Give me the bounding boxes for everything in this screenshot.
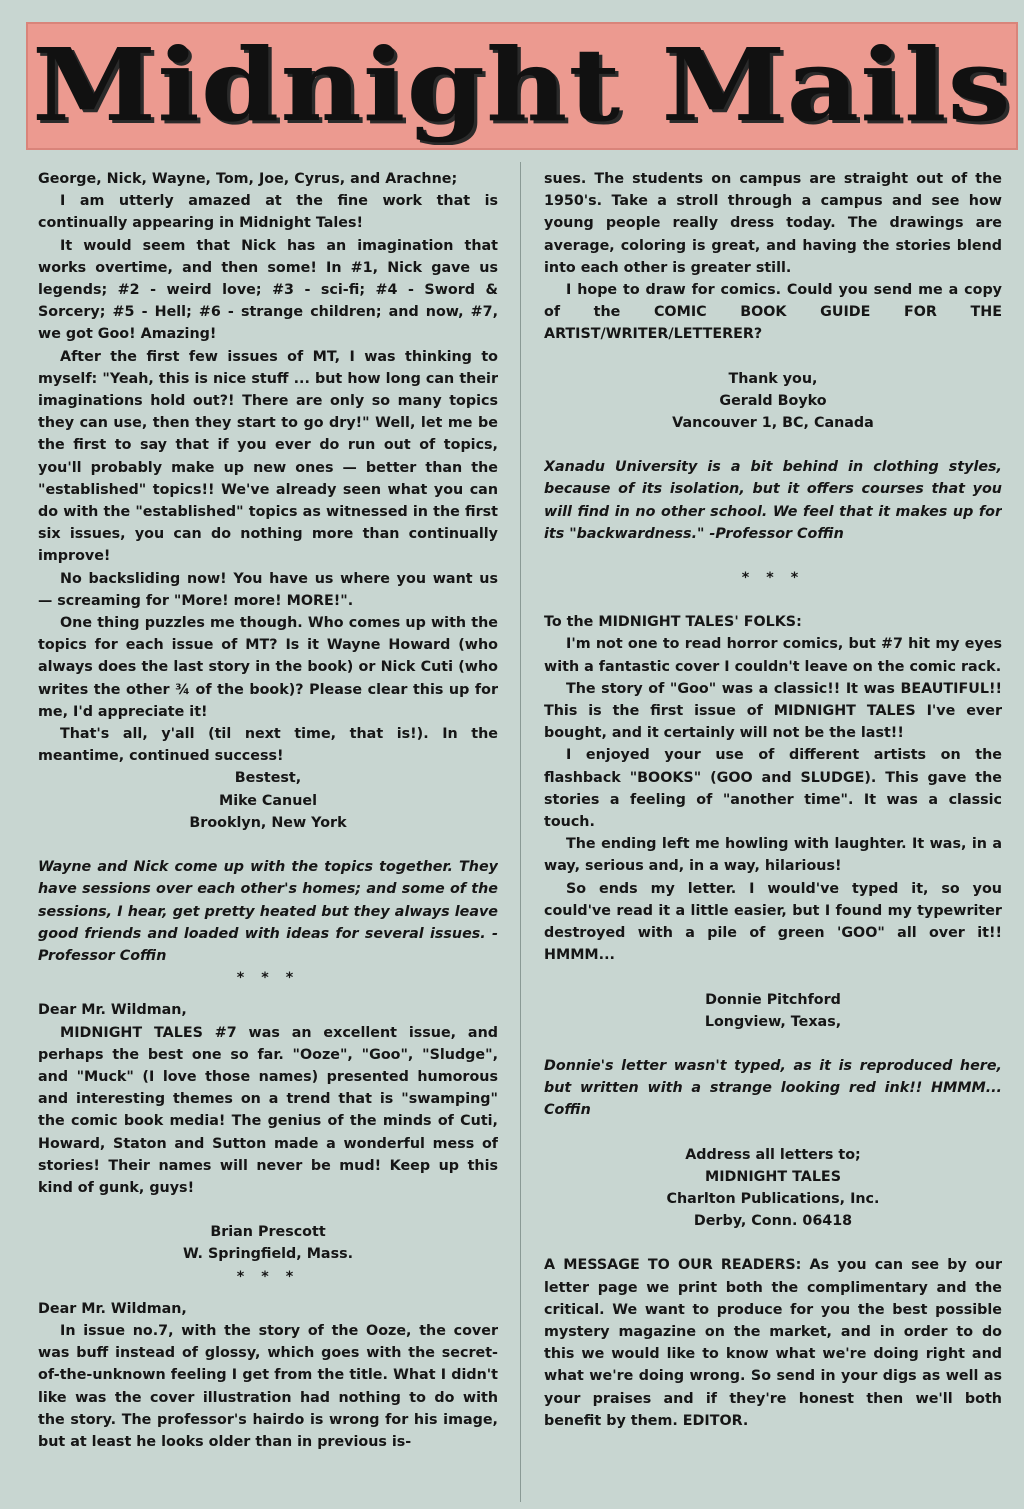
section-separator: * * * <box>741 570 805 587</box>
editor-reply: Wayne and Nick come up with the topics together. They have sessions over each other's homes; and some of the sessions, I hear, get pretty heated but they always leave good friends and loaded with ideas for several issues. -Professor Coffin <box>38 859 498 964</box>
letter-paragraph: I am utterly amazed at the fine work that is continually appearing in Midnight Tales! <box>38 193 498 232</box>
column-divider <box>520 162 521 1502</box>
letter-location: Longview, Texas, <box>704 1013 842 1030</box>
letter-author: Gerald Boyko <box>719 392 827 409</box>
letter-paragraph: I hope to draw for comics. Could you send me a copy of the COMIC BOOK GUIDE FOR THE ARTIST/WRITER/LETTERER? <box>544 282 1002 343</box>
title-banner <box>26 22 1018 150</box>
letter-paragraph: sues. The students on campus are straight out of the 1950's. Take a stroll through a campus and see how young people really dress today. The drawings are average, coloring is great, and having the stories blend into each other is greater still. <box>544 171 1002 276</box>
editor-reply: Xanadu University is a bit behind in clothing styles, because of its isolation, but it offers courses that you will find in no other school. We feel that it makes up for its "backwardness." -Professor Coffin <box>544 459 1002 542</box>
letter-salutation: George, Nick, Wayne, Tom, Joe, Cyrus, and Arachne; <box>38 171 458 187</box>
letter-paragraph: It would seem that Nick has an imagination that works overtime, and then some! In #1, Nick gave us legends; #2 - weird love; #3 - sci-fi; #4 - Sword & Sorcery; #5 - Hell; #6 - strange children; and now, #7, we got Goo! Amazing! <box>38 237 498 343</box>
letter-signoff: Thank you, <box>728 370 818 387</box>
address-line: Charlton Publications, Inc. <box>666 1190 880 1207</box>
letter-paragraph: That's all, y'all (til next time, that is!). In the meantime, continued success! <box>38 726 498 765</box>
section-separator: * * * <box>236 1268 300 1285</box>
letter-paragraph: I enjoyed your use of different artists on the flashback "BOOKS" (GOO and SLUDGE). This gave the stories a feeling of "another time". It was a classic touch. <box>544 747 1002 831</box>
letter-author: Donnie Pitchford <box>705 991 841 1008</box>
letter-author: Mike Canuel <box>218 792 318 809</box>
letter-paragraph: The story of "Goo" was a classic!! It was BEAUTIFUL!! This is the first issue of MIDNIGHT TALES I've ever bought, and it certainly will not be the last!! <box>544 680 1002 742</box>
letter-paragraph: No backsliding now! You have us where you want us — screaming for "More! more! MORE!". <box>38 570 498 609</box>
letter-location: W. Springfield, Mass. <box>182 1246 354 1263</box>
letter-paragraph: I'm not one to read horror comics, but #7 hit my eyes with a fantastic cover I couldn't leave on the comic rack. <box>544 636 1002 675</box>
editor-message: A MESSAGE TO OUR READERS: As you can see by our letter page we print both the complimentary and the critical. We want to produce for you the best possible mystery magazine on the market, and in order to do this we would like to know what we're doing right and what we're doing wrong. So send in your digs as well as your praises and if they're honest then we'll both benefit by them. EDITOR. <box>544 1257 1002 1429</box>
letter-salutation: To the MIDNIGHT TALES' FOLKS: <box>544 614 802 631</box>
letter-paragraph: In issue no.7, with the story of the Ooze, the cover was buff instead of glossy, which goes with the secret-of-the-unknown feeling I get from the title. What I didn't like was the cover illustration had nothing to do with the story. The professor's hairdo is wrong for his image, but at least he looks older than in previous is- <box>38 1322 498 1450</box>
address-line: Address all letters to; <box>685 1146 861 1163</box>
left-column <box>38 168 498 1498</box>
letter-location: Vancouver 1, BC, Canada <box>672 415 874 432</box>
address-line: Derby, Conn. 06418 <box>693 1213 853 1230</box>
letter-paragraph: The ending left me howling with laughter. It was, in a way, serious and, in a way, hilarious! <box>544 836 1002 875</box>
letter-author: Brian Prescott <box>210 1224 326 1241</box>
letter-paragraph: So ends my letter. I would've typed it, so you could've read it a little easier, but I found my typewriter destroyed with a pile of green 'GOO" all over it!! HMMM... <box>544 880 1002 964</box>
letter-paragraph: One thing puzzles me though. Who comes up with the topics for each issue of MT? Is it Wayne Howard (who always does the last story in the book) or Nick Cuti (who writes the other ¾ of the book)? Please clear this up for me, I'd appreciate it! <box>38 615 498 720</box>
letter-paragraph: MIDNIGHT TALES #7 was an excellent issue, and perhaps the best one so far. "Ooze", "Goo", "Sludge", and "Muck" (I love those names) presented humorous and interesting themes on a trend that is "swamping" the comic book media! The genius of the minds of Cuti, Howard, Staton and Sutton made a wonderful mess of stories! Their names will never be mud! Keep up this kind of gunk, guys! <box>38 1024 498 1196</box>
address-line: MIDNIGHT TALES <box>704 1168 841 1185</box>
letter-salutation: Dear Mr. Wildman, <box>38 1300 187 1317</box>
right-column <box>544 168 1002 1498</box>
letter-signoff: Bestest, <box>234 770 302 787</box>
letter-paragraph: After the first few issues of MT, I was thinking to myself: "Yeah, this is nice stuff ... but how long can their imaginations hold out?! There are only so many topics they can use, then they start to go dry!" Well, let me be the first to say that if you ever do run out of topics, you'll probably make up new ones — better than the "established" topics!! We've already seen what you can do with the "established" topics as witnessed in the first six issues, you can do nothing more than continually improve! <box>38 348 498 565</box>
editor-reply: Donnie's letter wasn't typed, as it is reproduced here, but written with a strange looking red ink!! HMMM... Coffin <box>544 1057 1002 1119</box>
page-title: Midnight Mails <box>32 26 1012 144</box>
letter-salutation: Dear Mr. Wildman, <box>38 1002 187 1019</box>
section-separator: * * * <box>236 970 300 987</box>
letter-location: Brooklyn, New York <box>189 814 347 831</box>
